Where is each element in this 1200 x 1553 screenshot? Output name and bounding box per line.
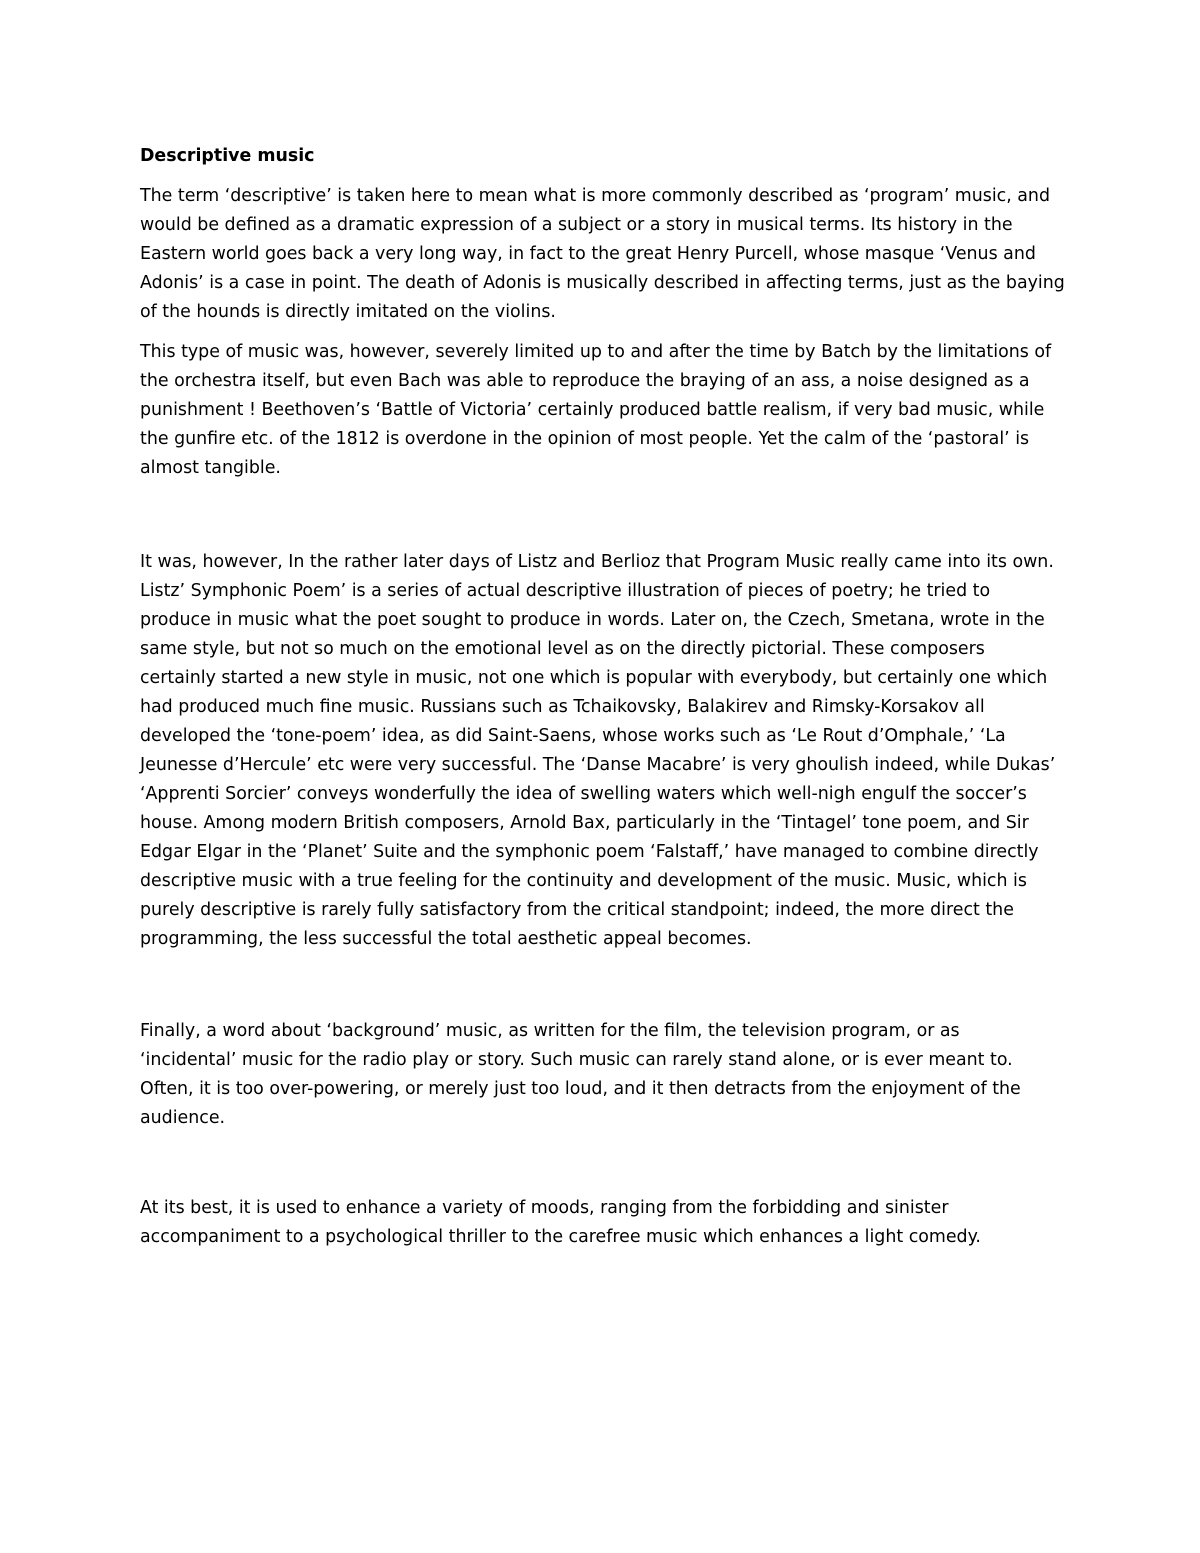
- spacer: [140, 954, 1070, 1017]
- text-line: certainly started a new style in music, not one which is popular with everybody, but certainly one which: [140, 668, 1048, 688]
- paragraph-4: [140, 1017, 1070, 1133]
- text-line: ‘Apprenti Sorcier’ conveys wonderfully the idea of swelling waters which well-nigh engulf the soccer’s: [140, 784, 1027, 804]
- text-line: The term ‘descriptive’ is taken here to mean what is more commonly described as ‘program’ music, and: [140, 186, 1050, 206]
- paragraph-5: [140, 1194, 1070, 1252]
- text-line: programming, the less successful the total aesthetic appeal becomes.: [140, 929, 752, 949]
- text-line: It was, however, In the rather later days of Listz and Berlioz that Program Music really came into its own.: [140, 552, 1054, 572]
- text-line: Often, it is too over-powering, or merely just too loud, and it then detracts from the enjoyment of the: [140, 1079, 1021, 1099]
- text-line: had produced much fine music. Russians such as Tchaikovsky, Balakirev and Rimsky-Korsakov all: [140, 697, 985, 717]
- text-line: developed the ‘tone-poem’ idea, as did Saint-Saens, whose works such as ‘Le Rout d’Omphale,’ ‘La: [140, 726, 1006, 746]
- text-line: accompaniment to a psychological thriller to the carefree music which enhances a light comedy.: [140, 1227, 981, 1247]
- spacer: [140, 483, 1070, 548]
- text-line: Edgar Elgar in the ‘Planet’ Suite and the symphonic poem ‘Falstaff,’ have managed to combine directly: [140, 842, 1039, 862]
- text-line: Listz’ Symphonic Poem’ is a series of actual descriptive illustration of pieces of poetry; he tried to: [140, 581, 991, 601]
- text-line: ‘incidental’ music for the radio play or story. Such music can rarely stand alone, or is ever meant to.: [140, 1050, 1013, 1070]
- text-line: descriptive music with a true feeling for the continuity and development of the music. Music, which is: [140, 871, 1027, 891]
- paragraph-3: [140, 548, 1070, 954]
- paragraph-1: [140, 182, 1070, 327]
- spacer: [140, 327, 1070, 338]
- text-line: Finally, a word about ‘background’ music, as written for the film, the television program, or as: [140, 1021, 960, 1041]
- text-line: house. Among modern British composers, Arnold Bax, particularly in the ‘Tintagel’ tone poem, and Sir: [140, 813, 1029, 833]
- text-line: punishment ! Beethoven’s ‘Battle of Victoria’ certainly produced battle realism, if very bad music, while: [140, 400, 1045, 420]
- text-line: produce in music what the poet sought to produce in words. Later on, the Czech, Smetana, wrote in the: [140, 610, 1045, 630]
- text-line: Jeunesse d’Hercule’ etc were very successful. The ‘Danse Macabre’ is very ghoulish indeed, while Dukas’: [140, 755, 1056, 775]
- text-line: This type of music was, however, severely limited up to and after the time by Batch by the limitations of: [140, 342, 1052, 362]
- text-line: would be defined as a dramatic expression of a subject or a story in musical terms. Its history in the: [140, 215, 1013, 235]
- document-body: [140, 142, 1070, 1252]
- text-line: Eastern world goes back a very long way, in fact to the great Henry Purcell, whose masque ‘Venus and: [140, 244, 1036, 264]
- text-line: the gunfire etc. of the 1812 is overdone in the opinion of most people. Yet the calm of the ‘pastoral’ is: [140, 429, 1030, 449]
- text-line: of the hounds is directly imitated on the violins.: [140, 302, 556, 322]
- text-line: almost tangible.: [140, 458, 281, 478]
- text-line: Adonis’ is a case in point. The death of Adonis is musically described in affecting terms, just as the baying: [140, 273, 1065, 293]
- text-line: same style, but not so much on the emotional level as on the directly pictorial. These composers: [140, 639, 985, 659]
- paragraph-2: [140, 338, 1070, 483]
- text-line: At its best, it is used to enhance a variety of moods, ranging from the forbidding and sinister: [140, 1198, 949, 1218]
- spacer: [140, 1133, 1070, 1194]
- document-title: Descriptive music: [140, 146, 315, 166]
- text-line: audience.: [140, 1108, 226, 1128]
- spacer: [140, 171, 1070, 182]
- text-line: purely descriptive is rarely fully satisfactory from the critical standpoint; indeed, the more direct the: [140, 900, 1014, 920]
- text-line: the orchestra itself, but even Bach was able to reproduce the braying of an ass, a noise designed as a: [140, 371, 1030, 391]
